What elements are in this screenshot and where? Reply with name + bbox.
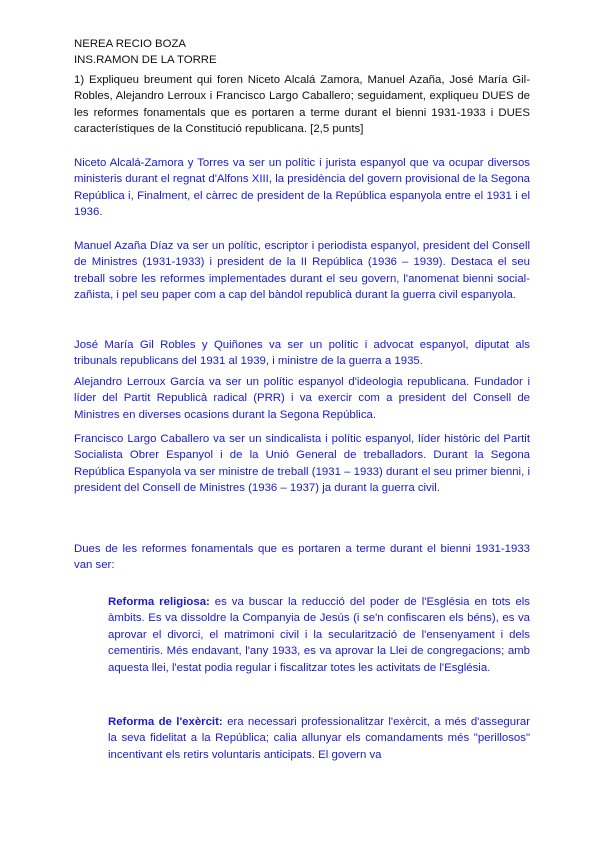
school-name: INS.RAMON DE LA TORRE bbox=[74, 54, 217, 66]
answer-azana: Manuel Azaña Díaz va ser un polític, escriptor i periodista espanyol, president del Consell de Ministres (1931-1933) i president de la II República (1936 – 1939). Destaca el seu treball sobre les reformes implementades durant el seu govern, l'anomenat bienni social-zañista, i pel seu paper com a cap del bàndol republicà durant la guerra civil espanyola. bbox=[74, 240, 530, 302]
reform-exercit-text: era necessari professionalitzar l'exèrcit, a més d'assegurar la seva fidelitat a la República; calia allunyar els comandaments més "perillosos" incentivant els retirs voluntaris anticipats. El govern va bbox=[108, 716, 530, 761]
answer-zamora: Niceto Alcalá-Zamora y Torres va ser un polític i jurista espanyol que va ocupar diversos ministeris durant el regnat d'Alfons XIII, la presidència del govern provisional de la Segona República i, Finalment, el càrrec de president de la República espanyola entre el 1931 i el 1936. bbox=[74, 157, 530, 219]
reforms-intro: Dues de les reformes fonamentals que es portaren a terme durant el bienni 1931-1933 van ser: bbox=[74, 543, 530, 572]
answer-gilrobles: José María Gil Robles y Quiñones va ser un polític i advocat espanyol, diputat als tribunals republicans del 1931 al 1939, i ministre de la guerra a 1935. bbox=[74, 339, 530, 368]
question-text: 1) Expliqueu breument qui foren Niceto Alcalá Zamora, Manuel Azaña, José María Gil-Robles, Alejandro Lerroux i Francisco Largo Caballero; seguidament, expliqueu DUES de les reformes fonamentals que es portaren a terme durant el bienni 1931-1933 i DUES característiques de la Constitució republicana. [2,5 punts] bbox=[74, 74, 530, 136]
reform-religiosa-text: es va buscar la reducció del poder de l'Església en tots els àmbits. Es va dissoldre la Companyia de Jesús (i se'n confiscaren els béns), es va aprovar el divorci, el matrimoni civil i la secularització de l'ensenyament i dels cementiris. Més endavant, l'any 1933, es va aprovar la Llei de congregacions; amb aquesta llei, l'estat podia regular i fiscalitzar totes les activitats de l'Església. bbox=[108, 596, 531, 674]
reform-exercit-term: Reforma de l'exèrcit: bbox=[108, 716, 223, 728]
document-header bbox=[74, 36, 544, 68]
answer-largo: Francisco Largo Caballero va ser un sindicalista i polític espanyol, líder històric del Partit Socialista Obrer Espanyol i de la Unió General de treballadors. Durant la Segona República Espanyola va ser ministre de treball (1931 – 1933) durant el seu primer bienni, i president del Consell de Ministres (1936 – 1937) ja durant la guerra civil. bbox=[74, 433, 530, 495]
reform-exercit bbox=[108, 714, 530, 763]
reform-religiosa-term: Reforma religiosa: bbox=[108, 596, 210, 608]
student-name: NEREA RECIO BOZA bbox=[74, 38, 187, 50]
reform-religiosa bbox=[108, 594, 530, 676]
answer-lerroux: Alejandro Lerroux García va ser un polític espanyol d'ideologia republicana. Fundador i líder del Partit Republicà radical (PRR) i va exercir com a president del Consell de Ministres en diverses ocasions durant la Segona República. bbox=[74, 376, 530, 421]
